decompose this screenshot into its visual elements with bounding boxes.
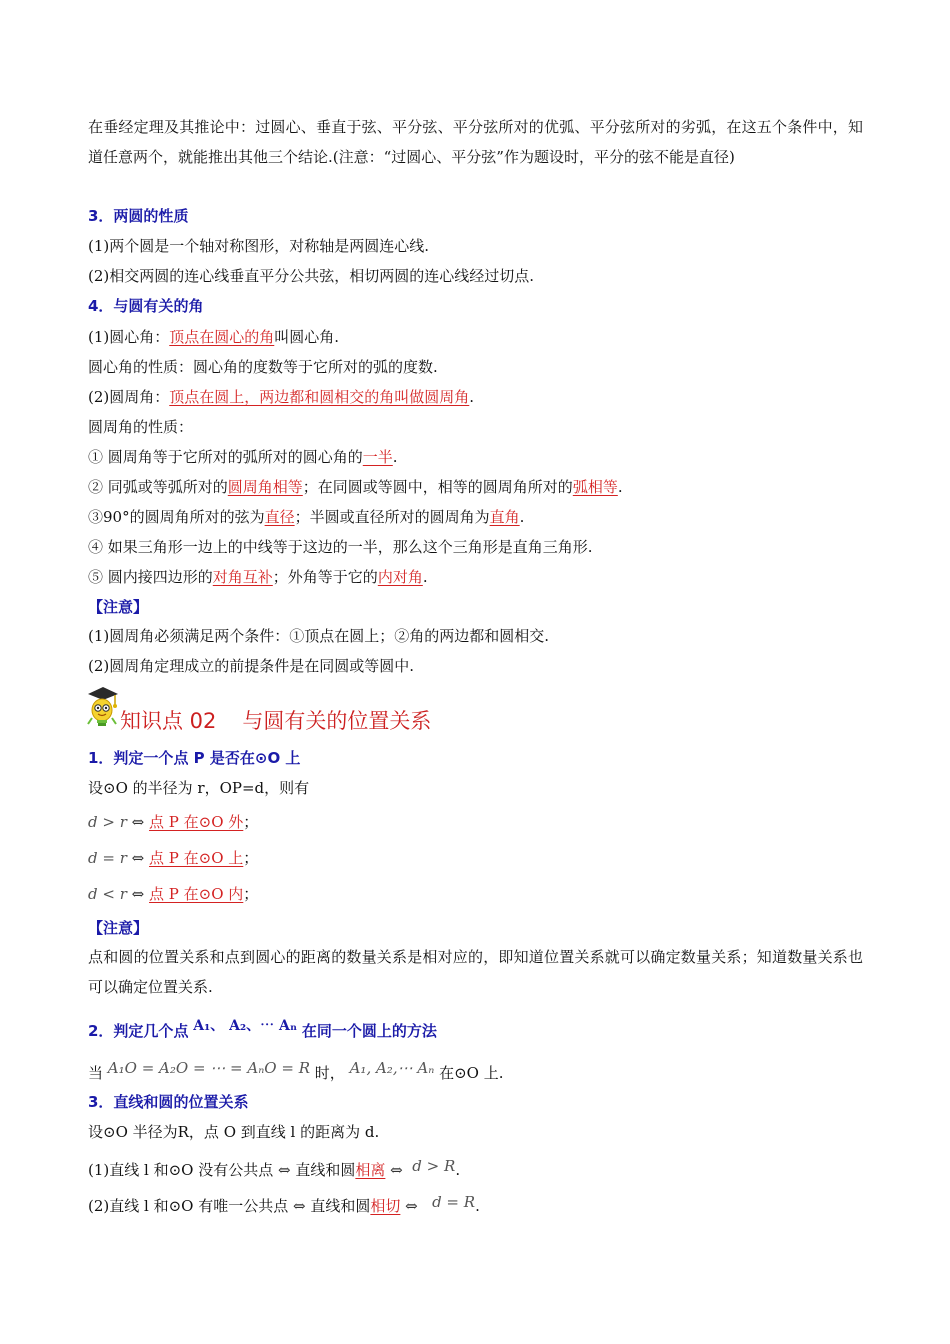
s3-p1: (1)两个圆是一个轴对称图形，对称轴是两圆连心线. (88, 237, 430, 255)
central-angle-property: 圆心角的性质：圆心角的度数等于它所对的弧的度数. (88, 358, 438, 376)
k1-r2-highlight: 点 P 在⊙O 上 (149, 849, 244, 867)
i5-highlight-1: 对角互补 (212, 568, 273, 586)
k1-relation-on (88, 848, 258, 868)
k3-setup: 设⊙O 半径为R，点 O 到直线 l 的距离为 d. (88, 1123, 380, 1141)
k2-heading-math: A₁、 A₂、⋯ Aₙ (193, 1018, 298, 1034)
k1-r3-math: d < r (88, 885, 127, 903)
k2-heading-a: 2．判定几个点 (88, 1022, 189, 1040)
k3-p2-math: d = R (432, 1193, 476, 1211)
i2-highlight-2: 弧相等 (572, 478, 618, 496)
inscribed-item-1 (88, 447, 398, 467)
i1-suffix: . (392, 448, 398, 466)
k1-r1-highlight: 点 P 在⊙O 外 (149, 813, 244, 831)
k1-r2-math: d = r (88, 849, 127, 867)
k3-heading: 3．直线和圆的位置关系 (88, 1093, 249, 1111)
equiv-arrow-icon: ⇔ (390, 1161, 403, 1179)
kp-label: 知识点 02 (120, 709, 217, 733)
k3-p1-highlight: 相离 (355, 1161, 386, 1179)
equiv-arrow-icon: ⇔ (131, 885, 145, 903)
k1-r3-end: ； (243, 885, 259, 903)
inscribed-highlight: 顶点在圆上，两边都和圆相交的角叫做圆周角 (169, 388, 470, 406)
k2-line-math2: A₁, A₂,⋯ Aₙ (349, 1059, 435, 1077)
k3-p1-math: d > R (412, 1157, 456, 1175)
k2-heading (88, 1016, 437, 1041)
i2-b: ；在同圆或等圆中，相等的圆周角所对的 (302, 478, 573, 496)
k3-p1-a: (1)直线 l 和⊙O 没有公共点 (88, 1161, 274, 1179)
section-3-heading: 3．两圆的性质 (88, 207, 189, 225)
k2-line-b: 时， (314, 1064, 345, 1082)
k2-heading-b: 在同一个圆上的方法 (301, 1022, 437, 1040)
i3-c: . (519, 508, 525, 526)
k1-setup: 设⊙O 的半径为 r，OP=d，则有 (88, 779, 310, 797)
note-1-p1: (1)圆周角必须满足两个条件：①顶点在圆上；②角的两边都和圆相交. (88, 627, 550, 645)
equiv-arrow-icon: ⇔ (131, 813, 145, 831)
i5-a: ⑤ 圆内接四边形的 (88, 568, 213, 586)
i5-highlight-2: 内对角 (377, 568, 423, 586)
k1-r3-highlight: 点 P 在⊙O 内 (149, 885, 244, 903)
equiv-arrow-icon: ⇔ (131, 849, 145, 867)
i1-highlight: 一半 (362, 448, 393, 466)
inscribed-angle-property: 圆周角的性质： (88, 418, 194, 436)
central-suffix: 叫圆心角. (274, 328, 340, 346)
central-angle-def (88, 327, 339, 347)
inscribed-prefix: (2)圆周角： (88, 388, 170, 406)
k3-p1-b: 直线和圆 (295, 1161, 356, 1179)
note-2-text: 点和圆的位置关系和点到圆心的距离的数量关系是相对应的，即知道位置关系就可以确定数量关系；知道数量关系也可以确定位置关系. (88, 948, 863, 996)
k1-r1-end: ； (243, 813, 259, 831)
k2-line-math1: A₁O = A₂O = ⋯ = AₙO = R (107, 1059, 311, 1077)
i3-highlight-1: 直径 (264, 508, 295, 526)
note-1-heading: 【注意】 (88, 598, 149, 616)
k3-p2-end: . (475, 1197, 480, 1215)
knowledge-point-title (120, 707, 431, 735)
k1-relation-inside (88, 884, 258, 904)
inscribed-item-2 (88, 477, 623, 497)
central-prefix: (1)圆心角： (88, 328, 170, 346)
i3-b: ；半圆或直径所对的圆周角为 (294, 508, 490, 526)
scholar-bulb-icon (84, 684, 122, 728)
k2-condition (88, 1058, 503, 1083)
i2-a: ② 同弧或等弧所对的 (88, 478, 228, 496)
i5-b: ；外角等于它的 (272, 568, 378, 586)
central-highlight: 顶点在圆心的角 (169, 328, 275, 346)
k1-relation-outside (88, 812, 258, 832)
k3-p1-end: . (455, 1161, 461, 1179)
i5-c: . (422, 568, 428, 586)
k3-p2-b: 直线和圆 (310, 1197, 371, 1215)
i3-highlight-2: 直角 (489, 508, 520, 526)
intro-paragraph: 在垂经定理及其推论中：过圆心、垂直于弦、平分弦、平分弦所对的优弧、平分弦所对的劣弧，在这五个条件中，知道任意两个，就能推出其他三个结论.(注意：“过圆心、平分弦”作为题设时，平分的弦不能是直径) (88, 118, 863, 166)
k3-tangent (88, 1192, 480, 1216)
s3-p2: (2)相交两圆的连心线垂直平分公共弦，相切两圆的连心线经过切点. (88, 267, 535, 285)
k3-separate (88, 1156, 460, 1180)
k1-r2-end: ； (243, 849, 259, 867)
equiv-arrow-icon: ⇔ (278, 1161, 291, 1179)
k2-line-c: 在⊙O 上. (439, 1064, 504, 1082)
equiv-arrow-icon: ⇔ (293, 1197, 306, 1215)
section-4-heading: 4．与圆有关的角 (88, 297, 204, 315)
inscribed-angle-def (88, 387, 474, 407)
k1-heading: 1．判定一个点 P 是否在⊙O 上 (88, 749, 301, 767)
k3-p2-highlight: 相切 (370, 1197, 401, 1215)
equiv-arrow-icon: ⇔ (405, 1197, 418, 1215)
k3-p2-a: (2)直线 l 和⊙O 有唯一公共点 (88, 1197, 289, 1215)
inscribed-item-3 (88, 507, 524, 527)
i1-prefix: ① 圆周角等于它所对的弧所对的圆心角的 (88, 448, 363, 466)
k1-r1-math: d > r (88, 813, 127, 831)
note-1-p2: (2)圆周角定理成立的前提条件是在同圆或等圆中. (88, 657, 415, 675)
inscribed-suffix: . (469, 388, 475, 406)
i2-c: . (617, 478, 623, 496)
k2-line-a: 当 (88, 1064, 104, 1082)
i3-a: ③90°的圆周角所对的弦为 (88, 508, 265, 526)
i2-highlight-1: 圆周角相等 (227, 478, 303, 496)
note-2-heading: 【注意】 (88, 919, 149, 937)
kp-title: 与圆有关的位置关系 (242, 709, 432, 733)
inscribed-item-4: ④ 如果三角形一边上的中线等于这边的一半，那么这个三角形是直角三角形. (88, 538, 593, 556)
inscribed-item-5 (88, 567, 428, 587)
